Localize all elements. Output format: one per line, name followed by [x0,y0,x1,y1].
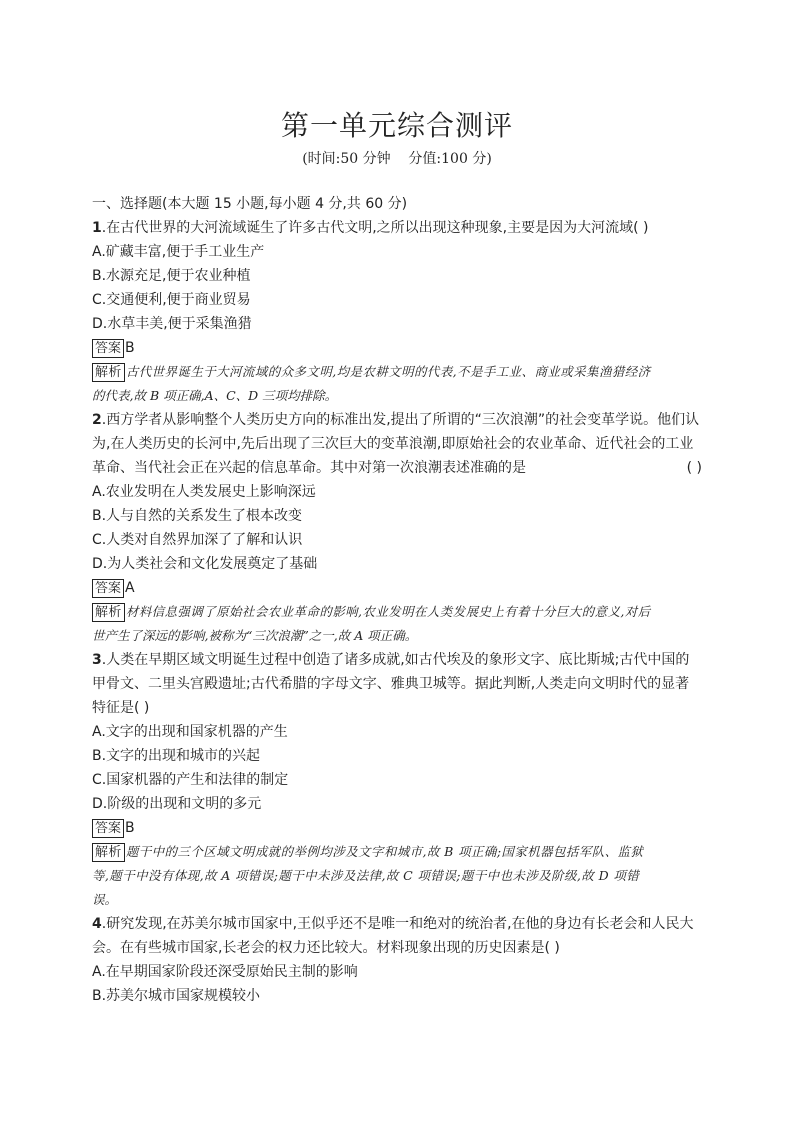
option-d: D.为人类社会和文化发展奠定了基础 [92,556,318,572]
option-c: C.国家机器的产生和法律的制定 [92,772,289,788]
answer-tag: 答案 [92,339,124,358]
answer-paren: ( ) [686,460,702,476]
answer-value: B [125,340,135,356]
explanation-tag: 解析 [92,603,125,622]
explanation-line: 误。 [92,892,118,907]
explanation-line: 世产生了深远的影响,被称为“三次浪潮”之一,故 A 项正确。 [92,628,418,643]
section-heading: 一、选择题(本大题 15 小题,每小题 4 分,共 60 分) [92,196,408,212]
option-b: B.文字的出现和城市的兴起 [92,748,261,764]
option-c: C.交通便利,便于商业贸易 [92,292,251,308]
option-b: B.苏美尔城市国家规模较小 [92,988,261,1004]
explanation-line: 等,题干中没有体现,故 A 项错误;题干中未涉及法律,故 C 项错误;题干中也未涉及阶级,故 D 项错 [92,868,640,883]
explanation-tag: 解析 [92,363,125,382]
question-stem: 3.人类在早期区域文明诞生过程中创造了诸多成就,如古代埃及的象形文字、底比斯城;古代中国的 [92,652,690,668]
answer-row [92,816,702,840]
answer-value: B [125,820,135,836]
option-a: A.矿藏丰富,便于手工业生产 [92,244,265,260]
option-a: A.在早期国家阶段还深受原始民主制的影响 [92,964,358,980]
question-stem: 甲骨文、二里头宫殿遗址;古代希腊的字母文字、雅典卫城等。据此判断,人类走向文明时代的显著 [92,676,690,692]
question-stem: 特征是( ) [92,700,150,716]
option-a: A.文字的出现和国家机器的产生 [92,724,288,740]
question-1 [92,216,702,408]
question-number: 1 [92,220,102,236]
question-stem: 会。在有些城市国家,长老会的权力还比较大。材料现象出现的历史因素是( ) [92,940,560,956]
question-stem: 4.研究发现,在苏美尔城市国家中,王似乎还不是唯一和绝对的统治者,在他的身边有长老会和人民大 [92,916,694,932]
exam-time-score: (时间:50 分钟 分值:100 分) [302,151,492,167]
page-title: 第一单元综合测评 [280,109,513,142]
question-number: 4 [92,916,102,932]
question-stem: 1.在古代世界的大河流域诞生了许多古代文明,之所以出现这种现象,主要是因为大河流域( ) [92,220,649,236]
question-stem: 2.西方学者从影响整个人类历史方向的标准出发,提出了所谓的“三次浪潮”的社会变革学说。他们认 [92,412,700,428]
question-number: 3 [92,652,102,668]
option-d: D.水草丰美,便于采集渔猎 [92,316,252,332]
option-b: B.水源充足,便于农业种植 [92,268,251,284]
answer-value: A [125,580,135,596]
answer-row [92,336,702,360]
question-stem: 为,在人类历史的长河中,先后出现了三次巨大的变革浪潮,即原始社会的农业革命、近代社会的工业 [92,436,694,452]
exam-content [92,192,702,1008]
explanation-tag: 解析 [92,843,125,862]
question-stem: 革命、当代社会正在兴起的信息革命。其中对第一次浪潮表述准确的是 ( ) [92,456,702,480]
option-b: B.人与自然的关系发生了根本改变 [92,508,303,524]
explanation-line: 解析 材料信息强调了原始社会农业革命的影响,农业发明在人类发展史上有着十分巨大的意义,对后 [92,600,702,624]
option-a: A.农业发明在人类发展史上影响深远 [92,484,316,500]
explanation-line: 的代表,故 B 项正确,A、C、D 三项均排除。 [92,388,338,403]
explanation-line: 解析 古代世界诞生于大河流域的众多文明,均是农耕文明的代表,不是手工业、商业或采集渔猎经济 [92,360,702,384]
explanation-line: 解析 题干中的三个区域文明成就的举例均涉及文字和城市,故 B 项正确;国家机器包括军队、监狱 [92,840,702,864]
question-3 [92,648,702,912]
question-number: 2 [92,412,102,428]
answer-tag: 答案 [92,819,124,838]
answer-tag: 答案 [92,579,124,598]
answer-row [92,576,702,600]
question-2 [92,408,702,648]
question-4 [92,912,702,1008]
option-c: C.人类对自然界加深了了解和认识 [92,532,303,548]
option-d: D.阶级的出现和文明的多元 [92,796,262,812]
